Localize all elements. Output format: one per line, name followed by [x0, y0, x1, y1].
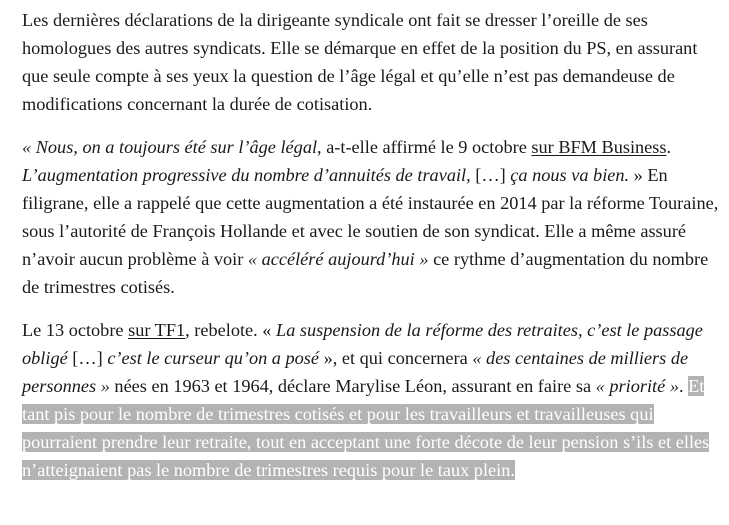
paragraph-text: ce rythme d’augmentation du nombre de trimestres cotisés. — [22, 249, 709, 297]
paragraph-text: nées en 1963 et 1964, déclare Marylise Léon, assurant en faire sa — [109, 376, 596, 396]
quote-text: priorité — [609, 376, 666, 396]
paragraph-text: Le 13 octobre — [22, 320, 129, 340]
paragraph-text: , rebelote. « — [185, 320, 277, 340]
link-bfm-business[interactable]: sur BFM Business — [531, 137, 667, 157]
quote-text: L’augmentation progressive du nombre d’annuités de travail, — [22, 165, 471, 185]
quote-mark: » — [665, 376, 679, 396]
quote-text: des centaines de milliers de personnes — [22, 348, 689, 396]
quote-mark: « — [247, 249, 262, 269]
quote-mark: « — [22, 137, 36, 157]
quote-text: c’est le curseur qu’on a posé — [107, 348, 320, 368]
paragraph-3 — [22, 316, 722, 484]
paragraph-text: […] — [470, 165, 511, 185]
paragraph-text: », et qui concernera — [319, 348, 473, 368]
paragraph-text: . — [666, 137, 672, 157]
paragraph-text: […] — [67, 348, 108, 368]
quote-mark: » — [96, 376, 110, 396]
paragraph-text: . — [678, 376, 689, 396]
quote-mark: « — [595, 376, 610, 396]
paragraph-2 — [22, 133, 722, 301]
quote-text: La suspension de la réforme des retraites, c’est le passage obligé — [22, 320, 703, 368]
paragraph-text: » En filigrane, elle a rappelé que cette augmentation a été instaurée en 2014 par la réforme Touraine, sous l’autorité de François Hollande et avec le soutien de son syndicat. Elle a même assuré n’avoir aucun problème à voir — [22, 165, 719, 269]
selected-text[interactable]: Et tant pis pour le nombre de trimestres cotisés et pour les travailleurs et travailleuses qui pourraient prendre leur retraite, tout en acceptant une forte décote de leur pension s’ils et elles n’atteignaient pas le nombre de trimestres requis pour le taux plein. — [22, 376, 710, 480]
article-body — [22, 6, 722, 484]
quote-mark: » — [414, 249, 429, 269]
paragraph-1: Les dernières déclarations de la dirigeante syndicale ont fait se dresser l’oreille de ses homologues des autres syndicats. Elle se démarque en effet de la position du PS, en assurant que seule compte à ses yeux la question de l’âge légal et qu’elle n’est pas demandeuse de modifications concernant la durée de cotisation. — [22, 10, 698, 114]
quote-mark: « — [472, 348, 487, 368]
link-tf1[interactable]: sur TF1 — [128, 320, 186, 340]
quote-text: ça nous va bien. — [510, 165, 630, 185]
quote-text: Nous, on a toujours été sur l’âge légal — [35, 137, 318, 157]
paragraph-text: , a-t-elle affirmé le 9 octobre — [317, 137, 532, 157]
quote-text: accéléré aujourd’hui — [261, 249, 415, 269]
